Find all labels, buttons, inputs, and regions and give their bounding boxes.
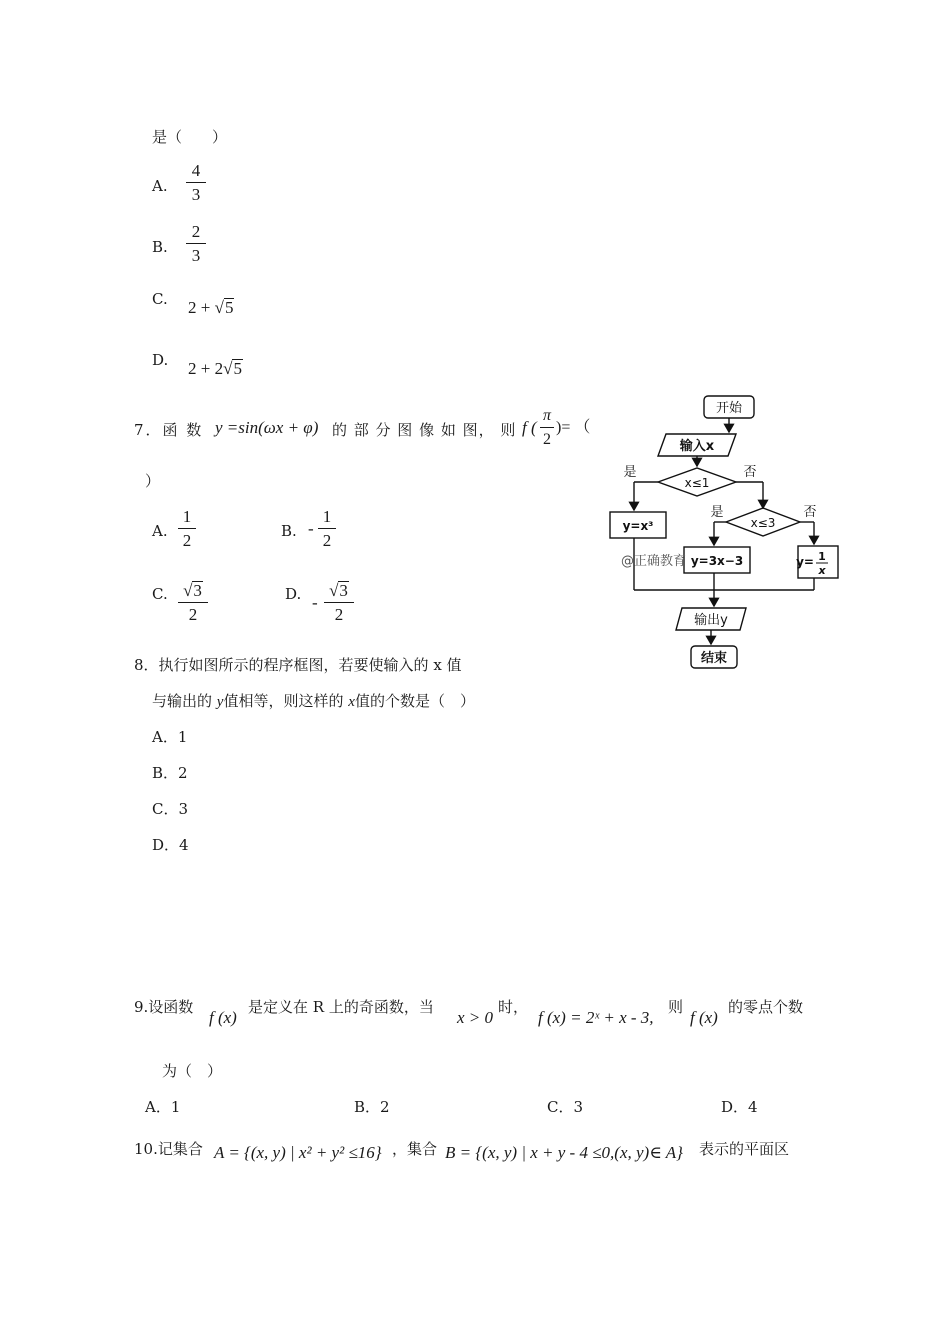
q9-ze: 则	[668, 998, 684, 1016]
q7-function: y =sin(ωx + φ)	[215, 418, 319, 437]
box2-label: y=3x−3	[690, 554, 744, 568]
q8-line2: 与输出的 y值相等，则这样的 x值的个数是（ ）	[152, 692, 475, 710]
input-label: 输入x	[679, 439, 715, 454]
q9-option-d: D．4	[721, 1098, 758, 1116]
watermark: @正确教育	[621, 554, 687, 569]
box3-y-label: y=	[796, 555, 814, 569]
q8-option-b: B．2	[152, 764, 188, 782]
q9-fx: f (x)	[209, 1008, 237, 1027]
q7-f: f (	[522, 418, 537, 437]
cond1-label: x≤1	[684, 476, 710, 490]
q6-tail: 是（ ）	[152, 128, 228, 146]
q7-option-b-label: B.	[281, 522, 297, 540]
q9-shi: 时，	[498, 998, 529, 1016]
cond2-label: x≤3	[750, 516, 776, 530]
q8-line1: 8．执行如图所示的程序框图，若要使输入的 x 值	[134, 656, 462, 674]
end-label: 结束	[700, 651, 728, 666]
flowchart	[600, 390, 850, 675]
no2-label: 否	[803, 505, 817, 520]
q8-option-c: C．3	[152, 800, 189, 818]
q7-option-d-sign: -	[312, 593, 318, 612]
q6-option-a-label: A.	[152, 177, 168, 195]
q7-mid: 的 部 分 图 像 如 图， 则	[332, 421, 517, 439]
q7-paren: ）	[145, 472, 161, 490]
q6-option-c-expr: 2 + √5	[188, 298, 234, 317]
q9-mid: 是定义在 R 上的奇函数，当	[248, 998, 434, 1016]
q6-option-d-expr: 2 + 2√5	[188, 359, 242, 378]
q7-pi-over-2: π 2	[540, 405, 554, 452]
q9-condition: x > 0	[457, 1008, 494, 1027]
q10-lead: 10.记集合	[134, 1140, 203, 1158]
q7-option-a-label: A.	[152, 522, 168, 540]
q6-option-d-label: D.	[152, 351, 169, 369]
q9-fx2: f (x)	[690, 1008, 718, 1027]
q8-option-a: A．1	[152, 728, 188, 746]
q6-option-a-fraction: 4 3	[186, 160, 206, 207]
output-label: 输出y	[694, 613, 728, 628]
yes2-label: 是	[710, 505, 724, 520]
no1-label: 否	[743, 465, 757, 480]
box3-den: x	[818, 564, 826, 577]
q8-option-d: D．4	[152, 836, 189, 854]
q7-option-b-sign: -	[308, 519, 314, 538]
q9-lead: 9.设函数	[134, 998, 194, 1016]
q7-option-c-label: C.	[152, 585, 168, 603]
q7-lead: 7．函 数	[134, 421, 204, 439]
yes1-label: 是	[623, 465, 637, 480]
q9-line2: 为（ ）	[162, 1062, 223, 1080]
q7-option-a-fraction: 1 2	[178, 506, 196, 553]
q7-option-d-label: D.	[285, 585, 302, 603]
q6-option-b-fraction: 2 3	[186, 221, 206, 268]
q10-set-b: B = {(x, y) | x + y - 4 ≤0,(x, y)∈ A}	[445, 1143, 683, 1162]
q10-set-a: A = {(x, y) | x² + y² ≤16}	[214, 1143, 382, 1162]
q9-option-b: B．2	[354, 1098, 390, 1116]
box3-num: 1	[818, 550, 826, 563]
q6-option-c-label: C.	[152, 290, 168, 308]
start-label: 开始	[715, 401, 743, 416]
q7-option-c-fraction: √3 2	[178, 580, 208, 627]
q9-option-c: C．3	[547, 1098, 584, 1116]
q10-tail: 表示的平面区	[699, 1140, 790, 1158]
q7-option-d-fraction: √3 2	[324, 580, 354, 627]
q9-option-a: A．1	[145, 1098, 181, 1116]
q7-close: )= （	[556, 419, 591, 436]
box1-label: y=x³	[622, 519, 654, 533]
q10-mid: ，集合	[392, 1140, 438, 1158]
q9-tail: 的零点个数	[728, 998, 804, 1016]
q9-formula: f (x) = 2ˣ + x - 3,	[538, 1008, 654, 1027]
q6-option-b-label: B.	[152, 238, 168, 256]
q7-option-b-fraction: 1 2	[318, 506, 336, 553]
